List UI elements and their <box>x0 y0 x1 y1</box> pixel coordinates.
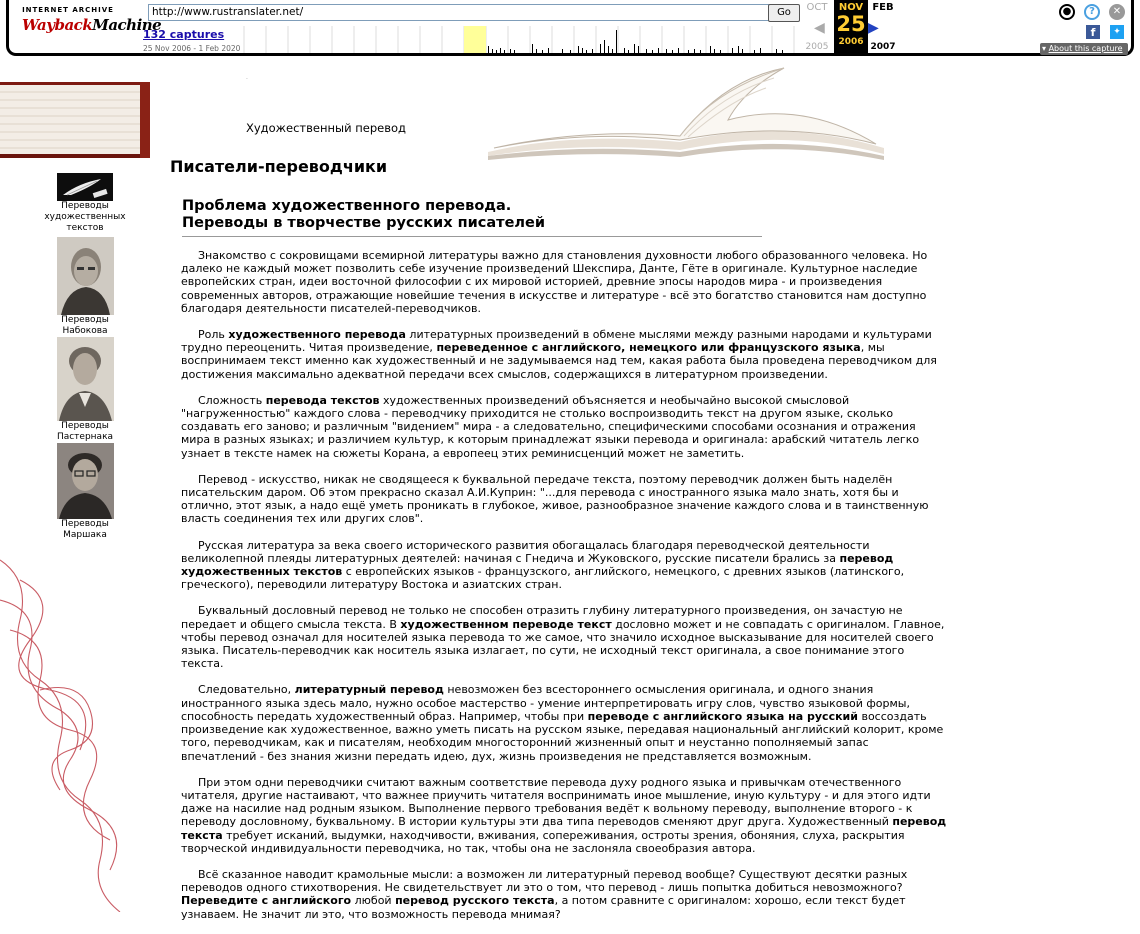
article-paragraph <box>181 249 947 315</box>
paragraph-text: Следовательно, <box>198 683 295 697</box>
bold-keyword: перевод текста <box>181 815 947 842</box>
logo-word-b: Machine <box>92 16 162 34</box>
paragraph-text: Русская литература за века своего исторического развития обогащалась благодаря переводческой деятельности великолепной плеяды литературных деятелей: начиная с Гнедича и Жуковского, русские писатели брались за <box>181 538 870 565</box>
paragraph-text: Перевод - искусство, никак не сводящееся к буквальной передаче текста, поэтому переводчик должен быть наделён писательским даром. Об этом прекрасно сказал А.И.Куприн: "...для перевода с иностранного языка мало знать, хотя бы и отлично, этот язык, а надо ещё уметь проникать в глубокое, живое, разнообразное значение каждого слова и в таинственную власть соединения тех или других слов". <box>181 472 929 526</box>
paragraph-text: При этом одни переводчики считают важным соответствие перевода духу родного языка и привычкам отечественного читателя, другие настаивают, что важнее приучить читателя воспринимать иное мышление, иную культуру - и для этого идти даже на насилие над родным языком. Выполнение первого требования ведёт к вольному переводу, выполнение второго - к переводу дословному, буквальному. В истории культуры эти два типа переводов сменяют друг друга. Художественный <box>181 775 931 829</box>
paragraph-text: дословно может и не совпадать с оригиналом. Главное, чтобы перевод означал для носителей языка перевода то же самое, что значило исходное высказывание для носителей своего языка. Писатель-переводчик как носитель языка излагает, по сути, не исходный текст оригинала, а свое понимание этого текста. <box>181 617 945 671</box>
prev-capture-arrow-icon[interactable]: ◀ <box>814 20 825 36</box>
quill-pen-image <box>57 173 113 201</box>
article-paragraph <box>181 604 947 670</box>
facebook-icon[interactable]: f <box>1086 25 1100 39</box>
bold-keyword: художественном переводе текст <box>400 617 612 631</box>
bold-keyword: перевода текстов <box>265 393 380 407</box>
sidebar-label: Переводы <box>61 519 109 529</box>
marshak-portrait <box>57 443 114 519</box>
sidebar-item-marshak[interactable] <box>44 443 126 541</box>
article-title-line: Переводы в творчестве русских писателей <box>182 215 546 231</box>
paragraph-text: Всё сказанное наводит крамольные мысли: а возможен ли литературный перевод вообще? Существуют десятки разных переводов одного стихотворения. Не свидетельствует ли это о том, что перевод - лишь попытка добиться невозможного? <box>181 867 908 895</box>
year-separators <box>244 26 794 53</box>
nabokov-portrait <box>57 237 114 315</box>
pasternak-portrait <box>57 337 114 421</box>
prev-month[interactable] <box>800 0 834 52</box>
next-capture-arrow-icon[interactable]: ▶ <box>868 20 879 36</box>
url-input[interactable]: http://www.rustranslater.net/ <box>148 4 770 21</box>
paragraph-text: невозможен без всестороннего осмысления оригинала, и одного знания иностранного языка здесь мало, нужно особое мастерство - умение интерпретировать игру слов, чувство языковой формы, способность передать художественный образ. Например, чтобы при <box>181 683 910 723</box>
logo-main-text <box>22 16 162 34</box>
next-month-label: FEB <box>872 2 894 13</box>
bold-keyword: художественного перевода <box>228 328 406 342</box>
sidebar-label: Переводы <box>61 315 109 325</box>
twitter-icon[interactable]: ✦ <box>1110 25 1124 39</box>
current-year-label: 2006 <box>838 37 864 47</box>
paragraph-text: Сложность <box>198 393 266 407</box>
user-icon[interactable]: ● <box>1059 4 1075 20</box>
article-paragraph <box>181 539 947 592</box>
about-capture-label: About this capture <box>1048 44 1123 53</box>
sidebar-label: Переводы <box>61 201 109 211</box>
article-paragraph <box>181 473 947 526</box>
wayback-toolbar <box>0 0 1140 62</box>
sidebar-label: Набокова <box>62 326 108 336</box>
paragraph-text: Знакомство с сокровищами всемирной литературы важно для становления духовности любого образованного человека. Но далеко не каждый может позволить себе изучение произведений Шекспира, Данте, Гёте в оригинале. Культурное наследие европейских стран, идеи восточной философии с их мировой историей, древние эпосы народов мира - и произведения современных авторов, отражающие новейшие течения в искусстве и литературе - всё это богатство становится нам доступно благодаря деятельности писателей-переводчиков. <box>181 249 928 315</box>
capture-date-range: 25 Nov 2006 - 1 Feb 2020 <box>143 44 241 53</box>
captures-link[interactable]: 132 captures <box>143 28 225 41</box>
article-title <box>182 198 545 232</box>
paragraph-text: Буквальный дословный перевод не только не способен отразить глубину литературного произведения, он зачастую не передает и общего смысла текста. В <box>181 604 903 631</box>
page-title: Писатели-переводчики <box>170 157 388 176</box>
current-day-label: 25 <box>836 12 866 36</box>
article-paragraph <box>181 683 947 762</box>
capture-sparkline[interactable] <box>242 26 798 53</box>
article-paragraph <box>181 328 947 381</box>
paragraph-text: любой <box>351 894 396 908</box>
sidebar-label: Маршака <box>63 530 107 540</box>
sidebar-label: Пастернака <box>56 432 114 442</box>
article-body <box>181 249 947 934</box>
help-icon[interactable]: ? <box>1084 4 1100 20</box>
paragraph-text: литературных произведений в обмене мыслями между разными народами и культурами трудно переоценить. Читая произведение, <box>181 328 932 355</box>
site-subtitle: Художественный перевод <box>246 121 406 135</box>
header-dot: . <box>246 74 248 81</box>
bold-keyword: Переведите с английского <box>181 894 352 908</box>
paragraph-text: , а потом сравните с оригиналом: хорошо, если текст будет узнаваем. Не значит ли это, что возможность перевода мнимая? <box>181 894 906 921</box>
closed-book-image <box>0 82 152 158</box>
sidebar-label: текстов <box>66 223 104 233</box>
bold-keyword: переведенное с английского, немецкого или французского языка <box>436 341 861 355</box>
prev-month-label: OCT <box>806 2 828 13</box>
article-paragraph <box>181 868 947 921</box>
paragraph-text: Роль <box>198 328 229 342</box>
paragraph-text: , мы воспринимаем текст именно как художественный и не задумываемся над тем, какая работа была проведена переводчиком для достижения максимально адекватной передачи всех смыслов, содержащихся в литературном произведении. <box>181 341 937 381</box>
next-month[interactable] <box>866 0 900 52</box>
bold-keyword: литературный перевод <box>294 683 444 697</box>
red-thread-decoration <box>0 540 140 912</box>
open-book-image <box>484 60 888 160</box>
about-capture-button[interactable]: ▾ About this capture <box>1040 43 1128 55</box>
sidebar-item-pasternak[interactable] <box>44 337 126 443</box>
paragraph-text: требует исканий, выдумки, находчивости, вживания, сопереживания, остроты зрения, обоняния, слуха, раскрытия творческой индивидуальности переводчика, но так, чтобы она не заслоняла своеобразия автора. <box>181 828 905 855</box>
logo-word-a: Wayback <box>22 16 93 34</box>
paragraph-text: с европейских языков - французского, английского, немецкого, с древних языков (латинского, греческого), переводили литературу Востока и азиатских стран. <box>181 565 905 592</box>
close-icon[interactable]: ✕ <box>1109 4 1125 20</box>
logo-top-text: INTERNET ARCHIVE <box>22 6 114 14</box>
sidebar-label: художественных <box>44 212 126 222</box>
paragraph-text: художественных произведений объясняется и необычайно высокой смысловой "нагруженностью" каждого слова - переводчику приходится не столько воспроизводить текст на другом языке, сколько создавать его заново; и различным "видением" мира - а следовательно, специфическими способами осознания и отражения мира в разных языках; и различием культур, к которым принадлежат языки перевода и оригинала: арабский читатель легко узнает в тексте намек на сюжеты Корана, а европеец этих реминисценций может не заметить. <box>181 393 920 460</box>
bold-keyword: перевод художественных текстов <box>181 551 894 579</box>
current-year-highlight <box>464 26 486 53</box>
sidebar-item-literary-translation[interactable] <box>44 173 126 234</box>
current-month <box>834 0 868 56</box>
article-title-line: Проблема художественного перевода. <box>182 198 512 214</box>
title-divider <box>182 236 762 237</box>
bold-keyword: переводе с английского языка на русский <box>587 709 858 723</box>
article-paragraph <box>181 394 947 460</box>
sidebar-item-nabokov[interactable] <box>44 237 126 337</box>
prev-year-label: 2005 <box>805 42 829 52</box>
go-button[interactable]: Go <box>768 4 800 22</box>
bold-keyword: перевод русского текста <box>395 894 555 908</box>
next-year-label: 2007 <box>870 42 896 52</box>
wayback-logo[interactable] <box>22 6 162 46</box>
paragraph-text: воссоздать произведение как художественное, важно уметь писать на русском языке, передавая национальный английский колорит, кроме того, переводчикам, как и писателям, необходим многосторонний жизненный опыт и неустанно пополняемый запас впечатлений - без знания жизни передать идею, дух, жизнь произведения не представляется возможным. <box>181 709 944 763</box>
article-paragraph <box>181 776 947 855</box>
current-month-label: NOV <box>838 2 864 13</box>
sidebar-label: Переводы <box>61 421 109 431</box>
capture-bars <box>488 30 783 53</box>
